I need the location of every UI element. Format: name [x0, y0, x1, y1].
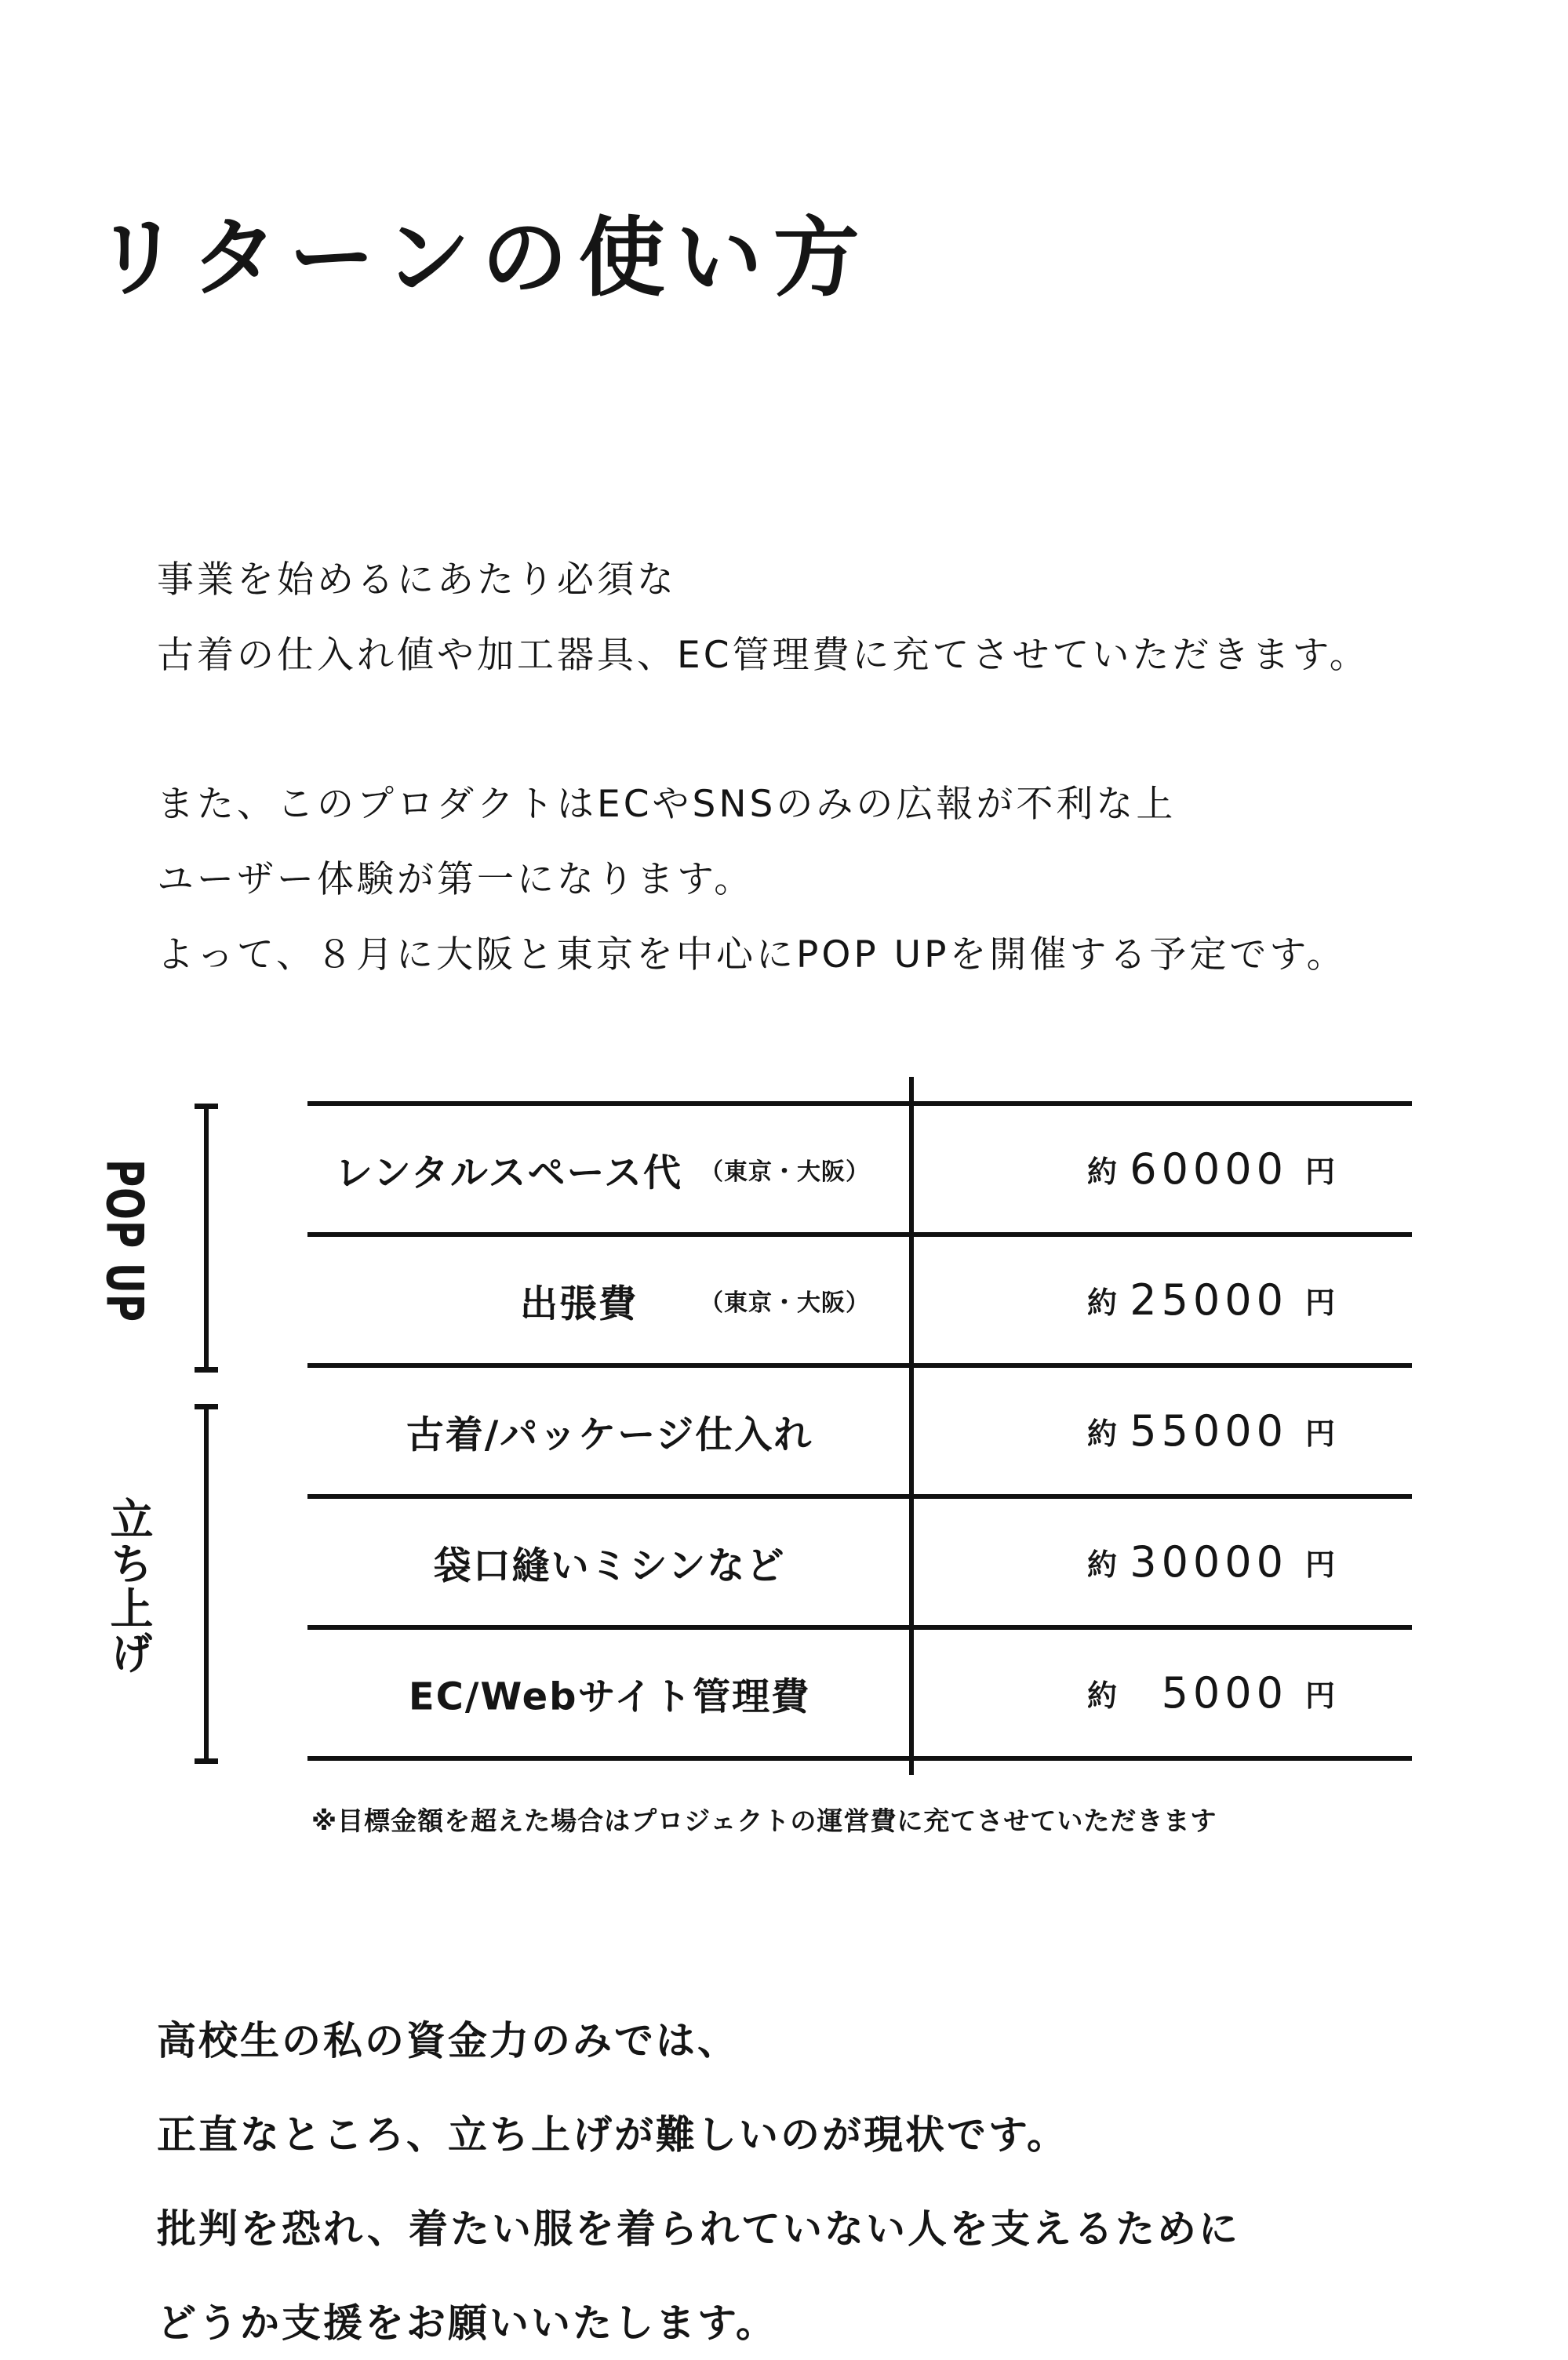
currency-unit: 円 [1305, 1547, 1336, 1582]
currency-unit: 円 [1305, 1285, 1336, 1320]
table-row [307, 1232, 1412, 1363]
closing-line: 正直なところ、立ち上げが難しいのが現状です。 [157, 2112, 1068, 2158]
cost-item-annotation: （東京・大阪） [700, 1158, 870, 1186]
intro-line: 事業を始めるにあたり必須な [157, 558, 677, 602]
table-row [307, 1106, 1412, 1232]
closing-line: 高校生の私の資金力のみでは、 [157, 2018, 739, 2064]
cost-value [1087, 1106, 1335, 1232]
strategy-line: よって、８月に大阪と東京を中心にPOP UPを開催する予定です。 [157, 933, 1347, 976]
cost-amount: 25000 [1130, 1275, 1289, 1325]
cost-item-label: レンタルスペース代 [335, 1151, 683, 1195]
cost-amount: 55000 [1130, 1406, 1289, 1456]
table-row [307, 1363, 1412, 1494]
closing-line: どうか支援をお願いいたします。 [157, 2300, 777, 2346]
table-column-divider [909, 1077, 914, 1775]
table-row [307, 1494, 1412, 1625]
approx-prefix: 約 [1087, 1678, 1118, 1713]
cost-item-label: 古着/パッケージ仕入れ [406, 1413, 813, 1456]
currency-unit: 円 [1305, 1416, 1336, 1451]
strategy-line: ユーザー体験が第一になります。 [157, 858, 755, 901]
cost-value [1087, 1499, 1335, 1625]
table-footnote: ※目標金額を超えた場合はプロジェクトの運営費に充てさせていただきます [311, 1805, 1217, 1836]
closing-line: 批判を恐れ、着たい服を着られていない人を支えるために [157, 2206, 1240, 2252]
cost-amount: 5000 [1161, 1668, 1289, 1718]
table-row [307, 1625, 1412, 1756]
intro-line: 古着の仕入れ値や加工器具、EC管理費に充てさせていただきます。 [157, 634, 1370, 677]
currency-unit: 円 [1305, 1678, 1336, 1713]
cost-value [1087, 1630, 1335, 1756]
approx-prefix: 約 [1087, 1155, 1118, 1189]
cost-table [307, 1101, 1412, 1761]
section-label-launch: 立ち上げ [103, 1496, 154, 1675]
currency-unit: 円 [1305, 1155, 1336, 1189]
approx-prefix: 約 [1087, 1547, 1118, 1582]
cost-item-label: 出張費 [520, 1282, 638, 1325]
intro-paragraph [157, 543, 1370, 693]
approx-prefix: 約 [1087, 1285, 1118, 1320]
strategy-line: また、このプロダクトはECやSNSのみの広報が不利な上 [157, 783, 1177, 826]
cost-amount: 30000 [1130, 1537, 1289, 1587]
page-title: リターンの使い方 [94, 208, 871, 308]
launch-bracket [195, 1404, 218, 1764]
cost-amount: 60000 [1130, 1144, 1289, 1194]
section-label-popup: POP UP [94, 1158, 154, 1323]
cost-value [1087, 1368, 1335, 1494]
closing-paragraph [157, 1994, 1240, 2360]
cost-value [1087, 1237, 1335, 1363]
cost-item-label: 袋口縫いミシンなど [433, 1544, 786, 1587]
cost-item-annotation: （東京・大阪） [700, 1289, 870, 1317]
strategy-paragraph [157, 767, 1347, 993]
popup-bracket [195, 1104, 218, 1373]
cost-item-label: EC/Webサイト管理費 [408, 1675, 811, 1718]
approx-prefix: 約 [1087, 1416, 1118, 1451]
